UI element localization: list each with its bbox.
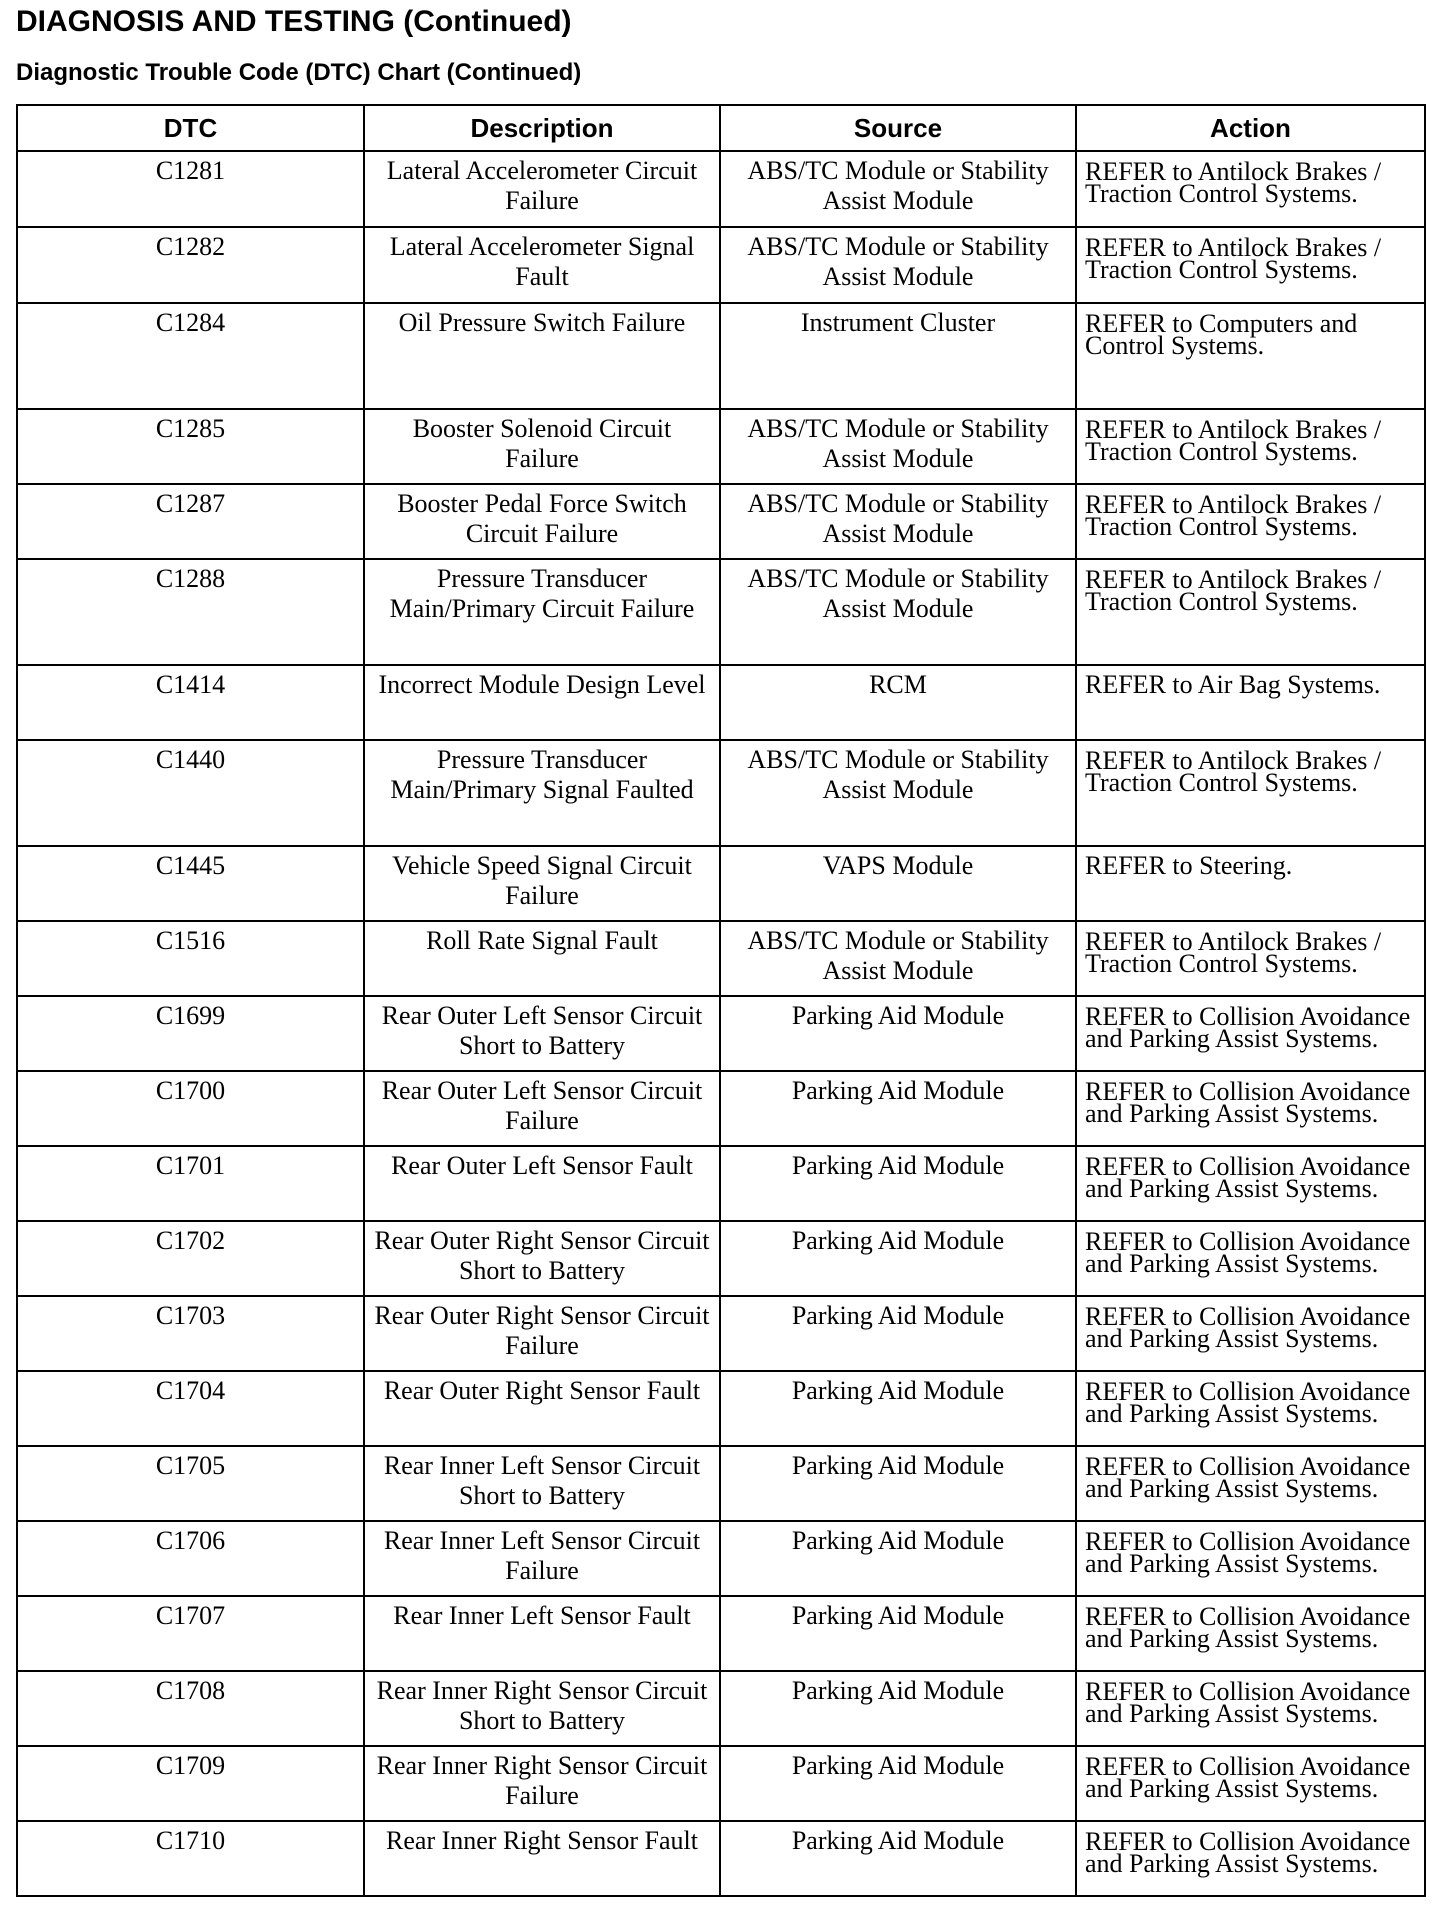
description-cell: Lateral Accelerometer Circuit Failure: [364, 151, 720, 227]
description-cell: Rear Outer Right Sensor Circuit Short to Battery: [364, 1221, 720, 1296]
action-cell: REFER to Collision Avoidance and Parking Assist Systems.: [1076, 1296, 1425, 1371]
source-cell: Parking Aid Module: [720, 1296, 1076, 1371]
action-cell: REFER to Antilock Brakes / Traction Control Systems.: [1076, 921, 1425, 996]
source-cell: Parking Aid Module: [720, 1371, 1076, 1446]
source-cell: VAPS Module: [720, 846, 1076, 921]
action-cell: REFER to Collision Avoidance and Parking Assist Systems.: [1076, 1146, 1425, 1221]
description-cell: Pressure Transducer Main/Primary Signal Faulted: [364, 740, 720, 846]
table-row: [17, 665, 1425, 740]
dtc-code-cell: C1281: [17, 151, 364, 227]
source-cell: Parking Aid Module: [720, 996, 1076, 1071]
source-cell: ABS/TC Module or Stability Assist Module: [720, 559, 1076, 665]
source-cell: Parking Aid Module: [720, 1221, 1076, 1296]
action-cell: REFER to Collision Avoidance and Parking Assist Systems.: [1076, 1746, 1425, 1821]
table-row: [17, 559, 1425, 665]
action-cell: REFER to Antilock Brakes / Traction Control Systems.: [1076, 559, 1425, 665]
source-cell: ABS/TC Module or Stability Assist Module: [720, 227, 1076, 303]
dtc-code-cell: C1284: [17, 303, 364, 409]
table-row: [17, 1521, 1425, 1596]
column-header-action: Action: [1076, 105, 1425, 151]
source-cell: ABS/TC Module or Stability Assist Module: [720, 484, 1076, 559]
table-row: [17, 1071, 1425, 1146]
table-row: [17, 846, 1425, 921]
table-row: [17, 151, 1425, 227]
source-cell: Instrument Cluster: [720, 303, 1076, 409]
action-cell: REFER to Antilock Brakes / Traction Control Systems.: [1076, 227, 1425, 303]
description-cell: Roll Rate Signal Fault: [364, 921, 720, 996]
description-cell: Incorrect Module Design Level: [364, 665, 720, 740]
description-cell: Rear Outer Left Sensor Fault: [364, 1146, 720, 1221]
dtc-code-cell: C1288: [17, 559, 364, 665]
action-cell: REFER to Air Bag Systems.: [1076, 665, 1425, 740]
table-row: [17, 1821, 1425, 1896]
action-cell: REFER to Collision Avoidance and Parking Assist Systems.: [1076, 1446, 1425, 1521]
action-cell: REFER to Collision Avoidance and Parking Assist Systems.: [1076, 1221, 1425, 1296]
dtc-code-cell: C1414: [17, 665, 364, 740]
description-cell: Rear Outer Right Sensor Circuit Failure: [364, 1296, 720, 1371]
dtc-code-cell: C1700: [17, 1071, 364, 1146]
dtc-code-cell: C1707: [17, 1596, 364, 1671]
table-row: [17, 227, 1425, 303]
dtc-code-cell: C1440: [17, 740, 364, 846]
table-row: [17, 921, 1425, 996]
source-cell: ABS/TC Module or Stability Assist Module: [720, 151, 1076, 227]
column-header-source: Source: [720, 105, 1076, 151]
source-cell: ABS/TC Module or Stability Assist Module: [720, 740, 1076, 846]
dtc-code-cell: C1445: [17, 846, 364, 921]
source-cell: Parking Aid Module: [720, 1146, 1076, 1221]
description-cell: Rear Inner Right Sensor Circuit Short to Battery: [364, 1671, 720, 1746]
dtc-code-cell: C1285: [17, 409, 364, 484]
dtc-code-cell: C1706: [17, 1521, 364, 1596]
section-title: Diagnostic Trouble Code (DTC) Chart (Continued): [16, 59, 582, 86]
action-cell: REFER to Collision Avoidance and Parking Assist Systems.: [1076, 1821, 1425, 1896]
description-cell: Oil Pressure Switch Failure: [364, 303, 720, 409]
dtc-code-cell: C1702: [17, 1221, 364, 1296]
description-cell: Rear Inner Left Sensor Circuit Short to Battery: [364, 1446, 720, 1521]
source-cell: Parking Aid Module: [720, 1746, 1076, 1821]
dtc-code-cell: C1282: [17, 227, 364, 303]
dtc-table: [16, 104, 1426, 1897]
dtc-code-cell: C1705: [17, 1446, 364, 1521]
description-cell: Rear Outer Left Sensor Circuit Failure: [364, 1071, 720, 1146]
action-cell: REFER to Antilock Brakes / Traction Control Systems.: [1076, 740, 1425, 846]
description-cell: Rear Inner Right Sensor Circuit Failure: [364, 1746, 720, 1821]
dtc-code-cell: C1516: [17, 921, 364, 996]
dtc-code-cell: C1699: [17, 996, 364, 1071]
description-cell: Booster Pedal Force Switch Circuit Failure: [364, 484, 720, 559]
table-row: [17, 1446, 1425, 1521]
table-row: [17, 1596, 1425, 1671]
dtc-code-cell: C1704: [17, 1371, 364, 1446]
table-header-row: [17, 105, 1425, 151]
action-cell: REFER to Collision Avoidance and Parking Assist Systems.: [1076, 1671, 1425, 1746]
source-cell: Parking Aid Module: [720, 1596, 1076, 1671]
table-row: [17, 996, 1425, 1071]
action-cell: REFER to Collision Avoidance and Parking Assist Systems.: [1076, 1521, 1425, 1596]
dtc-code-cell: C1708: [17, 1671, 364, 1746]
table-row: [17, 1296, 1425, 1371]
action-cell: REFER to Collision Avoidance and Parking Assist Systems.: [1076, 1371, 1425, 1446]
page-title: DIAGNOSIS AND TESTING (Continued): [16, 5, 572, 38]
action-cell: REFER to Collision Avoidance and Parking Assist Systems.: [1076, 1596, 1425, 1671]
table-row: [17, 484, 1425, 559]
source-cell: RCM: [720, 665, 1076, 740]
source-cell: ABS/TC Module or Stability Assist Module: [720, 409, 1076, 484]
dtc-code-cell: C1710: [17, 1821, 364, 1896]
dtc-code-cell: C1287: [17, 484, 364, 559]
description-cell: Rear Inner Left Sensor Fault: [364, 1596, 720, 1671]
table-row: [17, 1746, 1425, 1821]
table-row: [17, 1146, 1425, 1221]
table-row: [17, 740, 1425, 846]
description-cell: Vehicle Speed Signal Circuit Failure: [364, 846, 720, 921]
source-cell: Parking Aid Module: [720, 1071, 1076, 1146]
source-cell: Parking Aid Module: [720, 1671, 1076, 1746]
description-cell: Rear Inner Right Sensor Fault: [364, 1821, 720, 1896]
action-cell: REFER to Steering.: [1076, 846, 1425, 921]
table-row: [17, 1371, 1425, 1446]
source-cell: Parking Aid Module: [720, 1821, 1076, 1896]
description-cell: Rear Outer Left Sensor Circuit Short to Battery: [364, 996, 720, 1071]
description-cell: Rear Inner Left Sensor Circuit Failure: [364, 1521, 720, 1596]
source-cell: Parking Aid Module: [720, 1446, 1076, 1521]
description-cell: Rear Outer Right Sensor Fault: [364, 1371, 720, 1446]
column-header-dtc: DTC: [17, 105, 364, 151]
table-row: [17, 1221, 1425, 1296]
action-cell: REFER to Collision Avoidance and Parking Assist Systems.: [1076, 1071, 1425, 1146]
description-cell: Pressure Transducer Main/Primary Circuit Failure: [364, 559, 720, 665]
source-cell: ABS/TC Module or Stability Assist Module: [720, 921, 1076, 996]
action-cell: REFER to Antilock Brakes / Traction Control Systems.: [1076, 409, 1425, 484]
column-header-description: Description: [364, 105, 720, 151]
action-cell: REFER to Antilock Brakes / Traction Control Systems.: [1076, 484, 1425, 559]
table-row: [17, 409, 1425, 484]
dtc-code-cell: C1701: [17, 1146, 364, 1221]
dtc-code-cell: C1703: [17, 1296, 364, 1371]
table-row: [17, 1671, 1425, 1746]
action-cell: REFER to Collision Avoidance and Parking Assist Systems.: [1076, 996, 1425, 1071]
description-cell: Booster Solenoid Circuit Failure: [364, 409, 720, 484]
table-row: [17, 303, 1425, 409]
action-cell: REFER to Computers and Control Systems.: [1076, 303, 1425, 409]
action-cell: REFER to Antilock Brakes / Traction Control Systems.: [1076, 151, 1425, 227]
dtc-code-cell: C1709: [17, 1746, 364, 1821]
source-cell: Parking Aid Module: [720, 1521, 1076, 1596]
description-cell: Lateral Accelerometer Signal Fault: [364, 227, 720, 303]
